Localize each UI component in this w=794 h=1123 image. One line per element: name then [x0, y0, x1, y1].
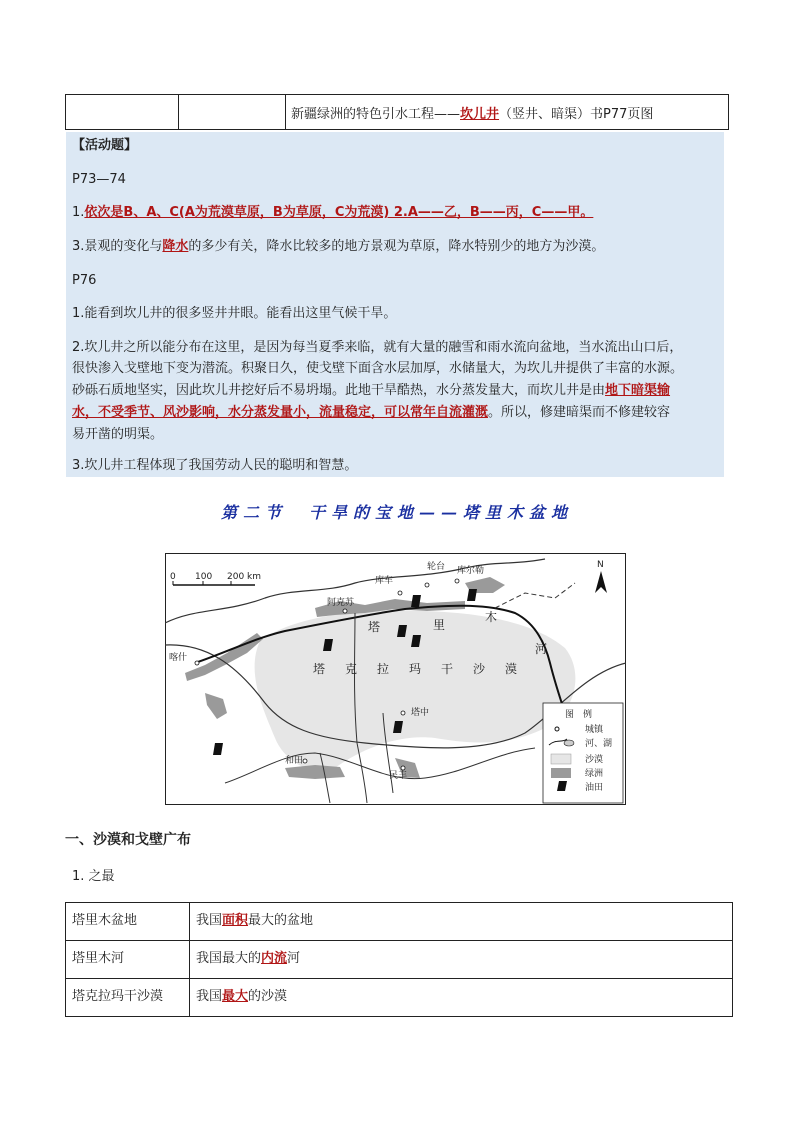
map-label: 里: [433, 618, 446, 632]
section-heading: 一、沙漠和戈壁广布: [65, 832, 191, 848]
city-label: 民丰: [389, 771, 408, 781]
page-ref: P73—74: [72, 172, 126, 187]
records-table: [65, 902, 733, 1017]
table-cell-text: 新疆绿洲的特色引水工程——坎儿井（竖井、暗渠）书P77页图: [291, 107, 654, 122]
map-label: 拉: [377, 662, 390, 676]
record-desc: 我国最大的内流河: [190, 941, 733, 979]
map-legend: [543, 703, 623, 803]
answer-p76-1: 1.能看到坎儿井的很多竖井井眼。能看出这里气候干旱。: [72, 306, 397, 321]
activity-heading: 【活动题】: [72, 138, 138, 153]
legend-item: 城镇: [585, 725, 604, 735]
tarim-basin-map: [165, 553, 626, 805]
map-label: 塔: [368, 620, 381, 634]
map-label: 木: [485, 610, 498, 624]
map-label: 河: [535, 642, 548, 656]
map-label: 塔: [313, 662, 326, 676]
record-desc: 我国最大的沙漠: [190, 979, 733, 1017]
answer-3: 3.景观的变化与降水的多少有关，降水比较多的地方景观为草原，降水特别少的地方为沙漠。: [72, 239, 605, 254]
legend-item: 河、湖: [585, 739, 613, 749]
table-cell: [66, 95, 179, 129]
answer-1: 1.依次是B、A、C(A为荒漠草原，B为草原，C为荒漠) 2.A——乙，B——丙，C——甲。: [72, 205, 594, 220]
page-ref: P76: [72, 273, 97, 288]
section-title: 第二节 干旱的宝地——塔里木盆地: [220, 503, 573, 522]
legend-item: 油田: [585, 783, 604, 793]
subheading: 1. 之最: [72, 869, 115, 884]
city-label: 库尔勒: [457, 566, 485, 576]
scale-label: 200 km: [227, 572, 262, 582]
city-label: 喀什: [169, 653, 188, 663]
top-table: [65, 94, 729, 130]
legend-item: 绿洲: [585, 769, 604, 779]
svg-text:N: N: [597, 560, 604, 570]
answer-p76-2-line: 2.坎儿井之所以能分布在这里，是因为每当夏季来临，就有大量的融雪和雨水流向盆地，当水流出山口后，: [72, 340, 683, 355]
answer-p76-2-line: 水，不受季节、风沙影响，水分蒸发量小，流量稳定，可以常年自流灌溉。所以，修建暗渠而不修建较容: [72, 405, 671, 420]
city-label: 轮台: [427, 562, 446, 572]
city-label: 库车: [375, 576, 394, 586]
record-name: 塔克拉玛干沙漠: [66, 979, 190, 1017]
map-label: 克: [345, 662, 358, 676]
map-label: 沙: [473, 662, 486, 676]
record-desc: 我国面积最大的盆地: [190, 903, 733, 941]
answer-p76-2-line: 易开凿的明渠。: [72, 427, 164, 442]
city-label: 和田: [285, 756, 304, 766]
legend-item: 沙漠: [585, 755, 604, 765]
table-cell: [178, 95, 286, 129]
answer-p76-2-line: 很快渗入戈壁地下变为潜流。积聚日久，使戈壁下面含水层加厚，水储量大，为坎儿井提供了丰富的水源。: [72, 361, 684, 376]
city-label: 阿克苏: [327, 598, 355, 608]
map-label: 干: [441, 662, 454, 676]
map-label: 漠: [505, 662, 518, 676]
answer-p76-2-line: 砂砾石质地坚实，因此坎儿井挖好后不易坍塌。此地干旱酷热，水分蒸发量大，而坎儿井是由地下暗渠输: [72, 383, 671, 398]
scale-label: 0: [170, 572, 176, 582]
record-name: 塔里木盆地: [66, 903, 190, 941]
answer-p76-3: 3.坎儿井工程体现了我国劳动人民的聪明和智慧。: [72, 458, 358, 473]
legend-title: 图 例: [565, 710, 593, 720]
table-row: [66, 979, 733, 1017]
table-row: [66, 903, 733, 941]
table-row: [66, 941, 733, 979]
city-label: 塔中: [411, 708, 430, 718]
record-name: 塔里木河: [66, 941, 190, 979]
scale-label: 100: [195, 572, 213, 582]
map-label: 玛: [409, 662, 422, 676]
